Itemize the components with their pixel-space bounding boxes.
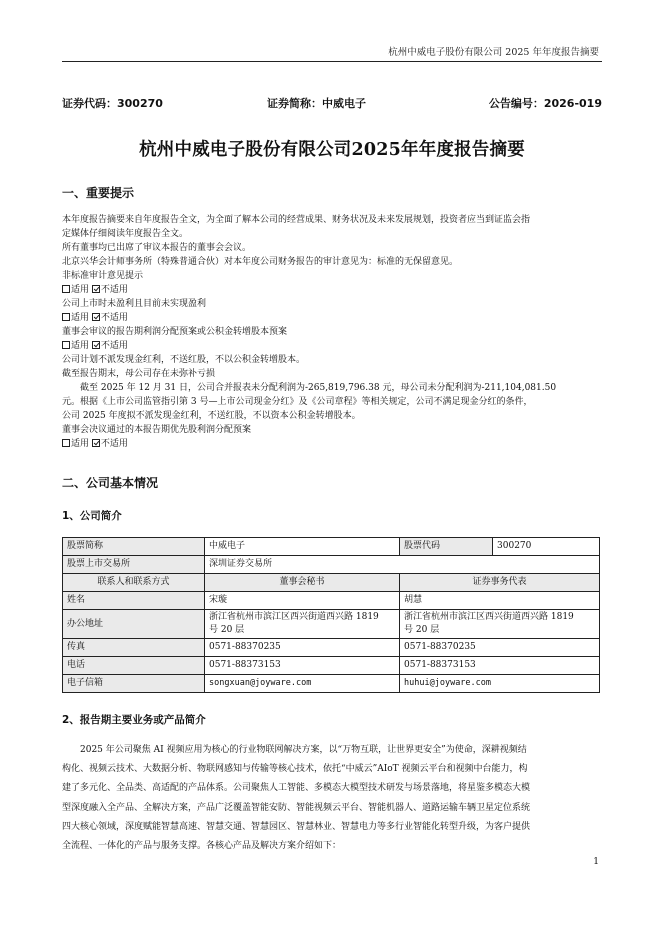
checkbox-checked-icon — [92, 341, 100, 349]
nonstandard-opinion-label: 非标准审计意见提示 — [62, 271, 144, 281]
checkbox-unchecked-icon — [62, 285, 70, 293]
section2-heading: 二、公司基本情况 — [62, 476, 159, 490]
notice-line: 定媒体仔细阅读年度报告全文。 — [62, 229, 189, 239]
table-cell: 联系人和联系方式 — [63, 574, 205, 592]
table-cell: 电话 — [63, 657, 205, 675]
preferred-dividend-label: 董事会决议通过的本报告期优先股利润分配预案 — [62, 425, 252, 435]
table-cell: 0571-88370235 — [205, 639, 400, 657]
page-header: 杭州中威电子股份有限公司 2025 年年度报告摘要 — [388, 47, 599, 58]
table-cell: 胡慧 — [400, 592, 600, 610]
business-intro-body — [62, 741, 602, 856]
table-cell: 办公地址 — [63, 610, 205, 639]
uncovered-loss-label: 截至报告期末，母公司存在未弥补亏损 — [62, 369, 216, 379]
checkbox-row: 适用 不适用 — [62, 437, 602, 451]
section1-heading: 一、重要提示 — [62, 186, 135, 200]
loss-paragraph-line: 公司 2025 年度拟不派发现金红利，不送红股，不以资本公积金转增股本。 — [62, 411, 361, 421]
table-cell: 浙江省杭州市滨江区西兴街道西兴路 1819 号 20 层 — [205, 610, 400, 639]
table-cell: huhui@joyware.com — [400, 675, 600, 693]
table-row — [63, 538, 600, 556]
table-cell: 中威电子 — [205, 538, 400, 556]
table-cell: 股票代码 — [400, 538, 493, 556]
checkbox-checked-icon — [92, 285, 100, 293]
table-row — [63, 556, 600, 574]
checkbox-unchecked-icon — [62, 439, 70, 447]
table-cell: 姓名 — [63, 592, 205, 610]
security-code: 证券代码：300270 — [62, 97, 163, 110]
table-row — [63, 639, 600, 657]
business-line: 全流程、一体化的产品与服务支撑。各核心产品及解决方案介绍如下： — [62, 841, 342, 852]
business-line: 四大核心领域，深度赋能智慧高速、智慧交通、智慧园区、智慧林业、智慧电力等多行业智能化转型升级，为客户提供 — [62, 821, 531, 832]
table-row — [63, 675, 600, 693]
table-row — [63, 592, 600, 610]
distribution-plan-text: 公司计划不派发现金红利，不送红股，不以公积金转增股本。 — [62, 355, 306, 365]
business-line: 建了多元化、全品类、高适配的产品体系。公司聚焦人工智能、多模态大模型技术研发与场景落地，将星鉴多模态大模 — [62, 783, 531, 794]
business-line: 构化、视频云技术、大数据分析、物联网感知与传输等核心技术，依托“中威云”AIoT 视频云平台和视频中台能力，构 — [62, 764, 528, 775]
notice-line: 所有董事均已出席了审议本报告的董事会会议。 — [62, 243, 252, 253]
header-rule — [62, 61, 602, 62]
table-cell: 浙江省杭州市滨江区西兴街道西兴路 1819 号 20 层 — [400, 610, 600, 639]
company-profile-heading: 1、公司简介 — [62, 510, 122, 522]
checkbox-unchecked-icon — [62, 313, 70, 321]
distribution-plan-label: 董事会审议的报告期利润分配预案或公积金转增股本预案 — [62, 327, 288, 337]
checkbox-row: 适用 不适用 — [62, 283, 602, 297]
announcement-number: 公告编号：2026-019 — [488, 97, 602, 110]
table-cell: 宋璇 — [205, 592, 400, 610]
table-cell: 股票上市交易所 — [63, 556, 205, 574]
table-cell: 300270 — [493, 538, 600, 556]
page-number: 1 — [593, 857, 599, 867]
table-row — [63, 657, 600, 675]
loss-paragraph-line: 截至 2025 年 12 月 31 日，公司合并报表未分配利润为-265,819,796.38 元，母公司未分配利润为-211,104,081.50 — [80, 383, 557, 393]
table-row — [63, 574, 600, 592]
unprofitable-label: 公司上市时未盈利且目前未实现盈利 — [62, 299, 207, 309]
meta-row — [62, 95, 602, 111]
table-cell: 0571-88373153 — [400, 657, 600, 675]
table-cell: 深圳证券交易所 — [205, 556, 600, 574]
checkbox-checked-icon — [92, 313, 100, 321]
checkbox-row: 适用 不适用 — [62, 339, 602, 353]
table-cell: 董事会秘书 — [205, 574, 400, 592]
document-title: 杭州中威电子股份有限公司2025年年度报告摘要 — [139, 140, 525, 160]
table-cell: 股票简称 — [63, 538, 205, 556]
table-row — [63, 610, 600, 639]
checkbox-row: 适用 不适用 — [62, 311, 602, 325]
section1-body — [62, 213, 602, 451]
business-line: 2025 年公司聚焦 AI 视频应用为核心的行业物联网解决方案，以“万物互联，让世界更安全”为使命，深耕视频结 — [80, 745, 527, 755]
table-cell: 0571-88373153 — [205, 657, 400, 675]
table-cell: 传真 — [63, 639, 205, 657]
table-cell: 电子信箱 — [63, 675, 205, 693]
table-cell: songxuan@joyware.com — [205, 675, 400, 693]
notice-line: 北京兴华会计师事务所（特殊普通合伙）对本年度公司财务报告的审计意见为：标准的无保留意见。 — [62, 257, 459, 267]
loss-paragraph-line: 元。根据《上市公司监管指引第 3 号—上市公司现金分红》及《公司章程》等相关规定，公司不满足现金分红的条件， — [62, 397, 533, 407]
notice-line: 本年度报告摘要来自年度报告全文，为全面了解本公司的经营成果、财务状况及未来发展规划，投资者应当到证监会指 — [62, 215, 531, 225]
business-intro-heading: 2、报告期主要业务或产品简介 — [62, 714, 206, 726]
checkbox-checked-icon — [92, 439, 100, 447]
table-cell: 证券事务代表 — [400, 574, 600, 592]
business-line: 型深度融入全产品、全解决方案，产品广泛覆盖智能安防、智能视频云平台、智能机器人、道路运输车辆卫星定位系统 — [62, 802, 531, 813]
security-short-name: 证券简称：中威电子 — [267, 97, 366, 110]
checkbox-unchecked-icon — [62, 341, 70, 349]
table-cell: 0571-88370235 — [400, 639, 600, 657]
company-info-table — [62, 537, 600, 693]
